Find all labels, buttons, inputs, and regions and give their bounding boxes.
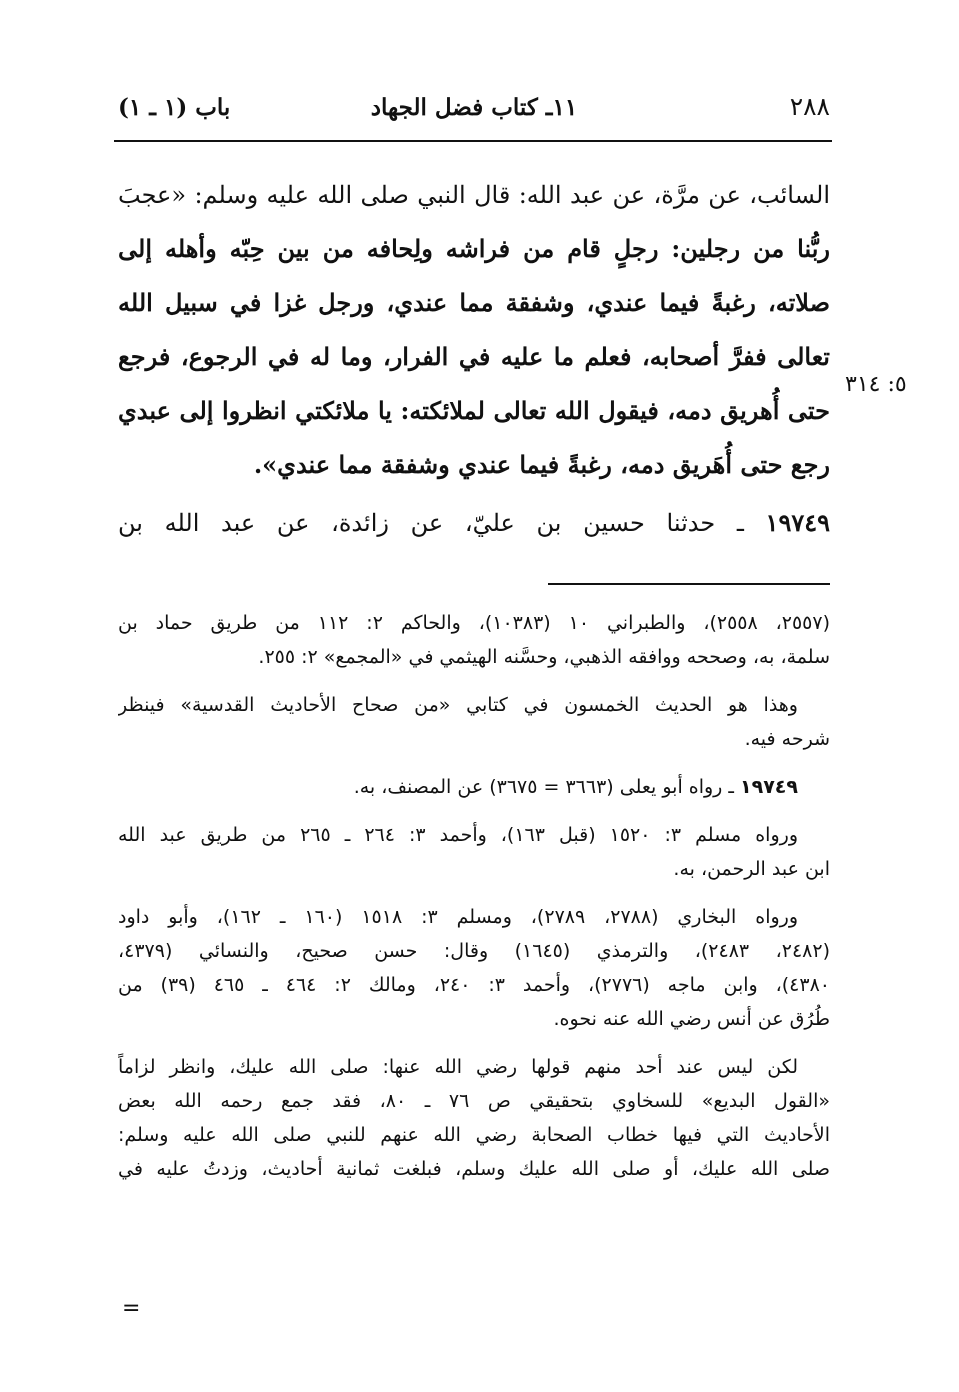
footnote-line: سلمة، به، وصححه ووافقه الذهبي، وحسَّنه الهيثمي في «المجمع» ٢: ٢٥٥.	[258, 646, 830, 668]
footnote-line: ابن عبد الرحمن، به.	[673, 858, 830, 880]
page-header	[118, 88, 830, 132]
footnote-line: ورواه مسلم ٣: ١٥٢٠ (قبل ١٦٣)، وأحمد ٣: ٢٦٤ ـ ٢٦٥ من طريق عبد الله	[118, 824, 798, 846]
footnote-line: «القول البديع» للسخاوي بتحقيقي ص ٧٦ ـ ٨٠، فقد جمع رحمه الله بعض	[118, 1090, 830, 1112]
footnote-line	[118, 770, 830, 804]
footnote-hadith-number: ١٩٧٤٩	[740, 776, 798, 798]
footnote-paragraph	[118, 818, 830, 886]
footnote-paragraph	[118, 1050, 830, 1186]
footnote-separator	[548, 583, 830, 585]
main-text	[118, 168, 830, 492]
footnote-line: طُرُق عن أنس رضي الله عنه نحوه.	[553, 1008, 830, 1030]
footnote-line: ورواه البخاري (٢٧٨٨، ٢٧٨٩)، ومسلم ٣: ١٥١٨ (١٦٠ ـ ١٦٢)، وأبو داود	[118, 906, 798, 928]
hadith-line	[118, 496, 830, 550]
footnote-line: شرحه فيه.	[744, 728, 830, 750]
footnote-line: صلى الله عليك، أو صلى الله عليك وسلم، فبلغت ثمانية أحاديث، وزدتُ عليه في	[118, 1158, 830, 1180]
footnote-line: لكن ليس عند أحد منهم قولها رضي الله عنها: صلى الله عليك، وانظر لزاماً	[118, 1056, 798, 1078]
hadith-number: ١٩٧٤٩	[765, 508, 830, 537]
footnote-paragraph	[118, 606, 830, 674]
footnote-line: ٤٣٨٠)، وابن ماجه (٢٧٧٦)، وأحمد ٣: ٢٤٠، ومالك ٢: ٤٦٤ ـ ٤٦٥ (٣٩) من	[118, 974, 830, 996]
book-title: ١١ـ كتاب فضل الجهاد	[370, 94, 578, 121]
footnote-line: وهذا هو الحديث الخمسون في كتابي «من صحاح الأحاديث القدسية» فينظر	[118, 694, 798, 716]
continuation-mark: =	[122, 1296, 141, 1321]
footnote-paragraph	[118, 688, 830, 756]
main-line: تعالى ففرَّ أصحابه، فعلم ما عليه في الفرار، وما له في الرجوع، فرجع	[118, 342, 830, 371]
hadith-text: ـ حدثنا حسين بن عليّ، عن زائدة، عن عبد الله بن	[118, 509, 766, 537]
header-rule	[114, 140, 832, 142]
footnotes	[118, 606, 830, 1200]
footnote-line: (٢٥٥٧، ٢٥٥٨)، والطبراني ١٠ (١٠٣٨٣)، والحاكم ٢: ١١٢ من طريق حماد بن	[118, 612, 830, 634]
margin-reference: ٥: ٣١٤	[845, 372, 907, 397]
main-line: ربُّنا من رجلين: رجلٍ قام من فراشه ولِحافه من بين حِبّه وأهله إلى	[118, 234, 830, 263]
footnote-paragraph	[118, 900, 830, 1036]
footnote-text: ـ رواه أبو يعلى (٣٦٦٣ = ٣٦٧٥) عن المصنف، به.	[353, 776, 741, 798]
main-line: رجع حتى أُهَريق دمه، رغبةً فيما عندي وشفقة مما عندي».	[253, 450, 830, 479]
main-line: صلاته، رغبةً فيما عندي، وشفقة مما عندي، ورجل غزا في سبيل الله	[118, 288, 830, 317]
page-number: ٢٨٨	[789, 92, 830, 121]
footnote-line: الأحاديث التي فيها خطاب الصحابة رضي الله عنهم للنبي صلى الله عليه وسلم:	[118, 1124, 830, 1146]
chapter-label: باب (١ ـ ١)	[118, 94, 231, 121]
footnote-line: (٢٤٨٢، ٢٤٨٣)، والترمذي (١٦٤٥) وقال: حسن صحيح، والنسائي (٤٣٧٩،	[118, 940, 830, 962]
main-line: حتى أُهريق دمه، فيقول الله تعالى لملائكته: يا ملائكتي انظروا إلى عبدي	[118, 396, 830, 425]
main-line: السائب، عن مرَّة، عن عبد الله: قال النبي صلى الله عليه وسلم: «عجبَ	[118, 181, 830, 209]
footnote-paragraph	[118, 770, 830, 804]
